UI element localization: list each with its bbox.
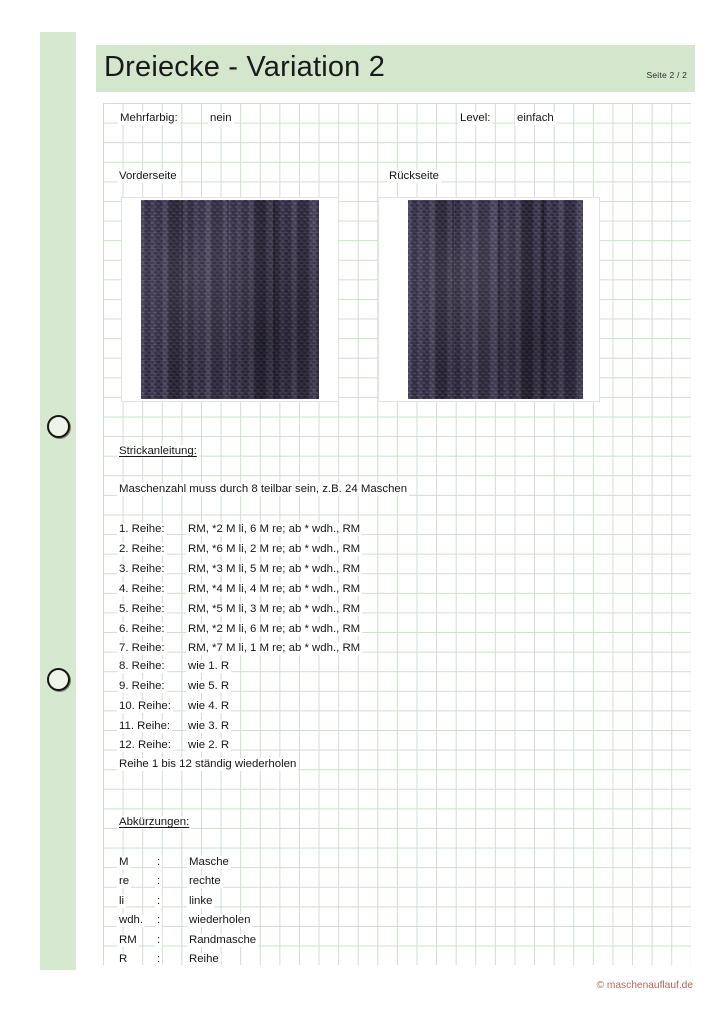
row-label: 3. Reihe:	[119, 563, 165, 575]
row-text: wie 5. R	[188, 680, 230, 692]
abbreviation-separator: :	[157, 895, 161, 907]
row-text: RM, *6 M li, 2 M re; ab * wdh., RM	[188, 543, 361, 555]
back-swatch-photo	[408, 200, 583, 399]
back-swatch-frame	[378, 197, 600, 402]
level-label: Level:	[460, 112, 491, 124]
multicolor-label: Mehrfarbig:	[120, 112, 178, 124]
abbreviation-long: rechte	[189, 875, 221, 887]
row-label: 9. Reihe:	[119, 680, 165, 692]
abbreviation-short: R	[119, 953, 128, 965]
row-label: 1. Reihe:	[119, 523, 165, 535]
row-text: RM, *5 M li, 3 M re; ab * wdh., RM	[188, 603, 361, 615]
row-label: 5. Reihe:	[119, 603, 165, 615]
abbreviations-heading: Abkürzungen:	[119, 816, 190, 828]
row-label: 4. Reihe:	[119, 583, 165, 595]
abbreviation-separator: :	[157, 914, 161, 926]
abbreviation-short: RM	[119, 934, 137, 946]
front-swatch-frame	[121, 197, 339, 402]
back-knit-shading	[408, 200, 583, 399]
abbreviation-separator: :	[157, 934, 161, 946]
abbreviation-short: li	[119, 895, 125, 907]
abbreviation-long: Masche	[189, 856, 229, 868]
back-rib-separator	[452, 200, 454, 399]
abbreviation-long: Randmasche	[189, 934, 257, 946]
page-title: Dreiecke - Variation 2	[104, 51, 386, 83]
page-number: Seite 2 / 2	[646, 70, 687, 80]
row-text: RM, *4 M li, 4 M re; ab * wdh., RM	[188, 583, 361, 595]
row-text: RM, *2 M li, 6 M re; ab * wdh., RM	[188, 523, 361, 535]
footer-copyright: © maschenauflauf.de	[596, 980, 693, 991]
front-swatch-label: Vorderseite	[119, 170, 177, 182]
row-label: 12. Reihe:	[119, 739, 171, 751]
front-knit-shading	[141, 200, 319, 399]
abbreviation-short: M	[119, 856, 129, 868]
row-label: 8. Reihe:	[119, 660, 165, 672]
front-rib-separator	[181, 200, 183, 399]
abbreviation-separator: :	[157, 953, 161, 965]
abbreviation-long: Reihe	[189, 953, 219, 965]
front-rib-separator	[273, 200, 275, 399]
row-label: 2. Reihe:	[119, 543, 165, 555]
repeat-note: Reihe 1 bis 12 ständig wiederholen	[119, 758, 297, 770]
back-rib-separator	[498, 200, 500, 399]
front-swatch-photo	[141, 200, 319, 399]
row-text: wie 3. R	[188, 720, 230, 732]
abbreviation-short: re	[119, 875, 130, 887]
row-text: wie 2. R	[188, 739, 230, 751]
abbreviation-long: linke	[189, 895, 213, 907]
multicolor-value: nein	[210, 112, 232, 124]
row-label: 6. Reihe:	[119, 623, 165, 635]
row-label: 11. Reihe:	[119, 720, 171, 732]
row-text: RM, *2 M li, 6 M re; ab * wdh., RM	[188, 623, 361, 635]
stitch-count-note: Maschenzahl muss durch 8 teilbar sein, z.B. 24 Maschen	[119, 483, 408, 495]
abbreviation-short: wdh.	[119, 914, 144, 926]
row-text: wie 1. R	[188, 660, 230, 672]
front-rib-separator	[227, 200, 229, 399]
row-label: 7. Reihe:	[119, 642, 165, 654]
row-text: RM, *7 M li, 1 M re; ab * wdh., RM	[188, 642, 361, 654]
back-rib-separator	[542, 200, 544, 399]
abbreviation-long: wiederholen	[189, 914, 251, 926]
abbreviation-separator: :	[157, 875, 161, 887]
row-text: RM, *3 M li, 5 M re; ab * wdh., RM	[188, 563, 361, 575]
row-label: 10. Reihe:	[119, 700, 171, 712]
abbreviation-separator: :	[157, 856, 161, 868]
back-swatch-label: Rückseite	[389, 170, 440, 182]
level-value: einfach	[517, 112, 554, 124]
instructions-heading: Strickanleitung:	[119, 445, 197, 457]
row-text: wie 4. R	[188, 700, 230, 712]
